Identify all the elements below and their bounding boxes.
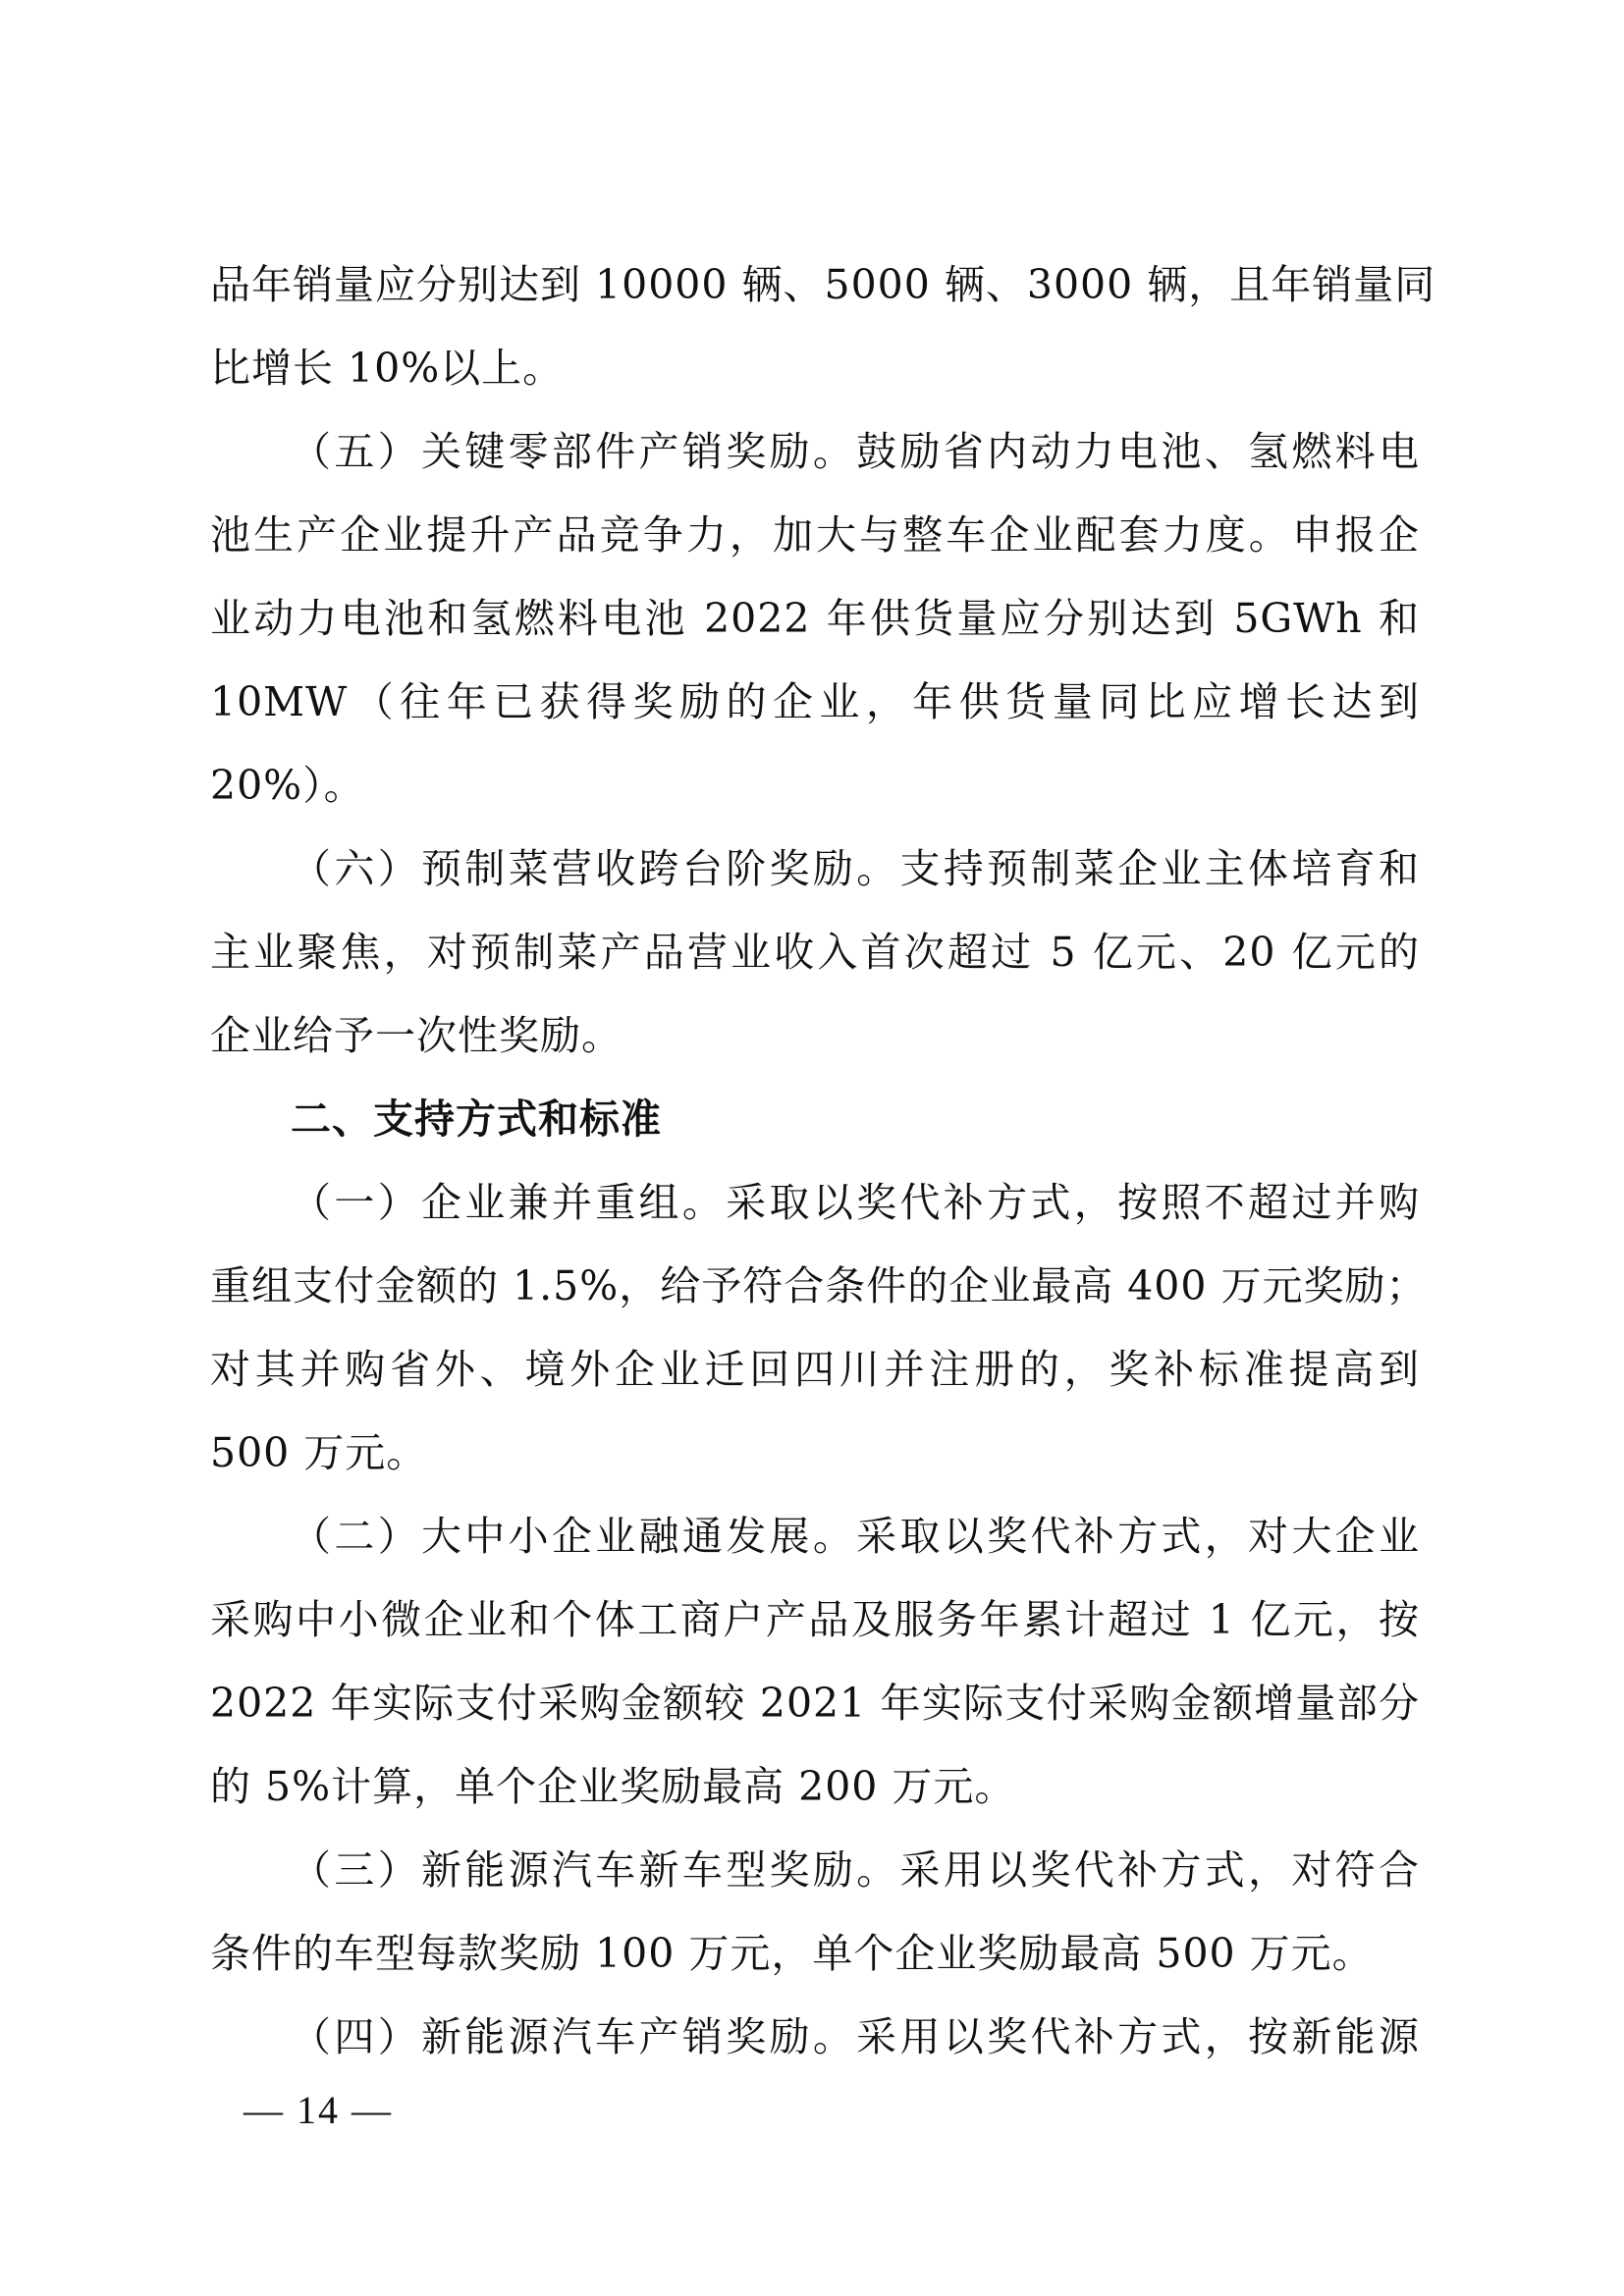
section-paragraph-start: （一）企业兼并重组。采取以奖代补方式，按照不超过并购	[291, 1179, 1420, 1226]
page-number: — 14 —	[244, 2088, 393, 2132]
document-body	[210, 243, 1436, 2079]
text-line: 20%）。	[210, 762, 365, 809]
text-line: 品年销量应分别达到 10000 辆、5000 辆、3000 辆，且年销量同	[210, 261, 1436, 308]
text-line: 2022 年实际支付采购金额较 2021 年实际支付采购金额增量部分	[210, 1680, 1420, 1727]
text-line: 对其并购省外、境外企业迁回四川并注册的，奖补标准提高到	[210, 1346, 1420, 1393]
section-paragraph-start: （三）新能源汽车新车型奖励。采用以奖代补方式，对符合	[291, 1846, 1420, 1894]
text-line: 比增长 10%以上。	[210, 345, 565, 392]
text-line: 10MW（往年已获得奖励的企业，年供货量同比应增长达到	[210, 678, 1420, 725]
text-line: 企业给予一次性奖励。	[210, 1012, 623, 1059]
text-line: 业动力电池和氢燃料电池 2022 年供货量应分别达到 5GWh 和	[210, 595, 1420, 642]
section-heading: 二、支持方式和标准	[291, 1095, 662, 1143]
text-line: 条件的车型每款奖励 100 万元，单个企业奖励最高 500 万元。	[210, 1930, 1374, 1977]
text-line: 池生产企业提升产品竞争力，加大与整车企业配套力度。申报企	[210, 511, 1420, 559]
section-paragraph-start: （五）关键零部件产销奖励。鼓励省内动力电池、氢燃料电	[291, 428, 1420, 475]
text-line: 主业聚焦，对预制菜产品营业收入首次超过 5 亿元、20 亿元的	[210, 929, 1420, 976]
section-paragraph-start: （二）大中小企业融通发展。采取以奖代补方式，对大企业	[291, 1513, 1420, 1560]
section-paragraph-start: （四）新能源汽车产销奖励。采用以奖代补方式，按新能源	[291, 2013, 1420, 2060]
text-line: 重组支付金额的 1.5%，给予符合条件的企业最高 400 万元奖励；	[210, 1262, 1428, 1309]
text-line: 采购中小微企业和个体工商户产品及服务年累计超过 1 亿元，按	[210, 1596, 1420, 1643]
text-line: 500 万元。	[210, 1429, 428, 1476]
text-line: 的 5%计算，单个企业奖励最高 200 万元。	[210, 1763, 1016, 1810]
section-paragraph-start: （六）预制菜营收跨台阶奖励。支持预制菜企业主体培育和	[291, 845, 1420, 892]
